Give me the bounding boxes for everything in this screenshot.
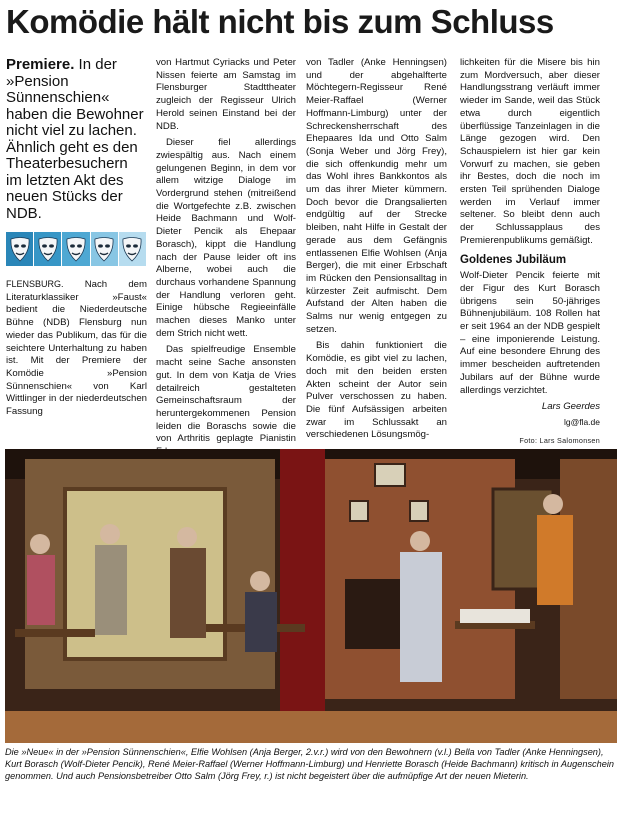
body-text: Nach dem Literaturklassiker »Faust« bedient die Niederdeutsche Bühne (NDB) Flensburg nun wieder das Publikum, das für die seichtere Unterhaltung zu haben ist. Mit der Premiere der Komödie »Pension Sünnenschien« von Karl Wittlinger in der niederdeutschen Fassung [6,279,147,418]
body-paragraph: Dieser fiel allerdings zwiespältig aus. Nach einem gelungenen Beginn, in dem vor allem witzige Dialoge im Vordergrund stehen (mitreißend die Wortgefechte z.B. zwischen Heide Bachmann und Wolf-Dieter Pencik als Ehepaar Borasch), kippt die Handlung nach der Pause leider oft ins Alberne, wobei auch die durchaus vorhandene Spannung der Handlung verloren geht. Einige hübsche Regieeinfälle machen dieses Manko unter dem Strich nicht wett. [156,137,296,339]
theater-mask-icon [91,232,119,266]
column-2 [156,57,296,463]
author-byline: Lars Geerdes [541,401,600,413]
theater-masks-strip [6,232,147,266]
body-paragraph: von Hartmut Cyriacks und Peter Nissen feierte am Samstag im Flensburger Stadttheater zugleich der Regisseur Ulrich Herold seinen Einstand bei der NDB. [156,57,296,132]
body-paragraph: Wolf-Dieter Pencik feierte mit der Figur des Kurt Borasch übrigens sein 50-jähriges Bühnenjubiläum. 108 Rollen hat er seit 1964 an der NDB gespielt – eine imponierende Leistung. Auf eine besondere Ehrung des immer bescheiden auftretenden Jubilars auf der Bühne wurde allerdings verzichtet. [460,270,600,396]
author-email[interactable]: lg@fla.de [563,416,600,427]
photo-credit: Foto: Lars Salomonsen [519,436,600,445]
lead-kicker: Premiere. [6,56,75,73]
body-paragraph: von Tadler (Anke Henningsen) und der abgehalfterte Möchtegern-Regisseur René Meier-Raffael (Werner Hoffmann-Limburg) unter der Schreckensherrschaft des Ehepaares Ida und Otto Salm (Sonja Weber und Jörg Frey), die sich offenkundig mehr um das Wohl ihres Bankkontos als um das ihrer Mieter kümmern. Doch bevor die Drangsalierten endgültig auf der Strecke bleiben, naht Hilfe in Gestalt der gerade aus dem Gefängnis entlassenen Elfie Wohlsen (Anja Berger), die mit einer Erbschaft im Rücken den Pensionsalltag in kürzester Zeit aufmischt. Dem Aufstand der Alten haben die Salms nur wenig entgegen zu setzen. [306,57,447,335]
column-3 [306,57,447,446]
dateline: FLENSBURG. [6,279,64,289]
lead-paragraph [6,57,147,222]
lead-text: In der »Pension Sünnenschien« haben die Bewohner nicht viel zu lachen. Ähnlich geht es den Theaterbesuchern im letzten Akt des neuen Stücks der NDB. [6,56,144,222]
body-paragraph: Bis dahin funktioniert die Komödie, es gibt viel zu lachen, doch mit den beiden ersten Akten scheint der Autor sein Pulver verschossen zu haben. Die fünf Aufsässigen arbeiten zwar im Schlussakt an verschiedenen Lösungsmög- [306,340,447,441]
headline: Komödie hält nicht bis zum Schluss [6,3,554,40]
stage-scene-illustration [5,449,617,743]
body-paragraph [6,278,147,419]
stage-photo [5,449,617,743]
theater-mask-icon [62,232,90,266]
body-paragraph: lichkeiten für die Misere bis hin zum Mordversuch, aber dieser Handlungsstrang verläuft immer wieder im Sande, weil das Stück etwa durch eigentlich überflüssige Tanzeinlagen in die Länge gezogen wird. Den Schauspielern ist hier gar kein Vorwurf zu machen, sie geben ihr Bestes, doch die noch im ersten Teil sprühenden Dialoge werden im Verlauf immer seltener. So bleibt denn auch der Schlussapplaus des Premierenpublikums gemäßigt. [460,57,600,246]
theater-mask-icon [34,232,62,266]
theater-mask-icon [6,232,34,266]
column-1 [6,57,147,423]
body-paragraph: Das spielfreudige Ensemble macht seine Sache ansonsten gut. In dem von Katja de Vries detailreich gestalteten Gemeinschaftsraum der heruntergekommenen Pension leiden die Boraschs sowie die von Arthritis geplagte Pianistin [156,344,296,445]
subheading: Goldenes Jubiläum [460,253,567,266]
photo-caption: Die »Neue« in der »Pension Sünnenschien«, Elfie Wohlsen (Anja Berger, 2.v.r.) wird von den Bewohnern (v.l.) Bella von Tadler (Anke Henningsen), Kurt Borasch (Wolf-Dieter Pencik), René Meier-Raffael (Werner Hoffmann-Limburg) und Henriette Borasch (Heide Bachmann) kritisch in Augenschein genommen. Und auch Pensionsbetreiber Otto Salm (Jörg Frey, r.) ist nicht begeistert über die aufmüpfige Art der neuen Mieterin. [5,747,615,782]
theater-mask-icon [119,232,147,266]
column-4 [460,57,600,429]
